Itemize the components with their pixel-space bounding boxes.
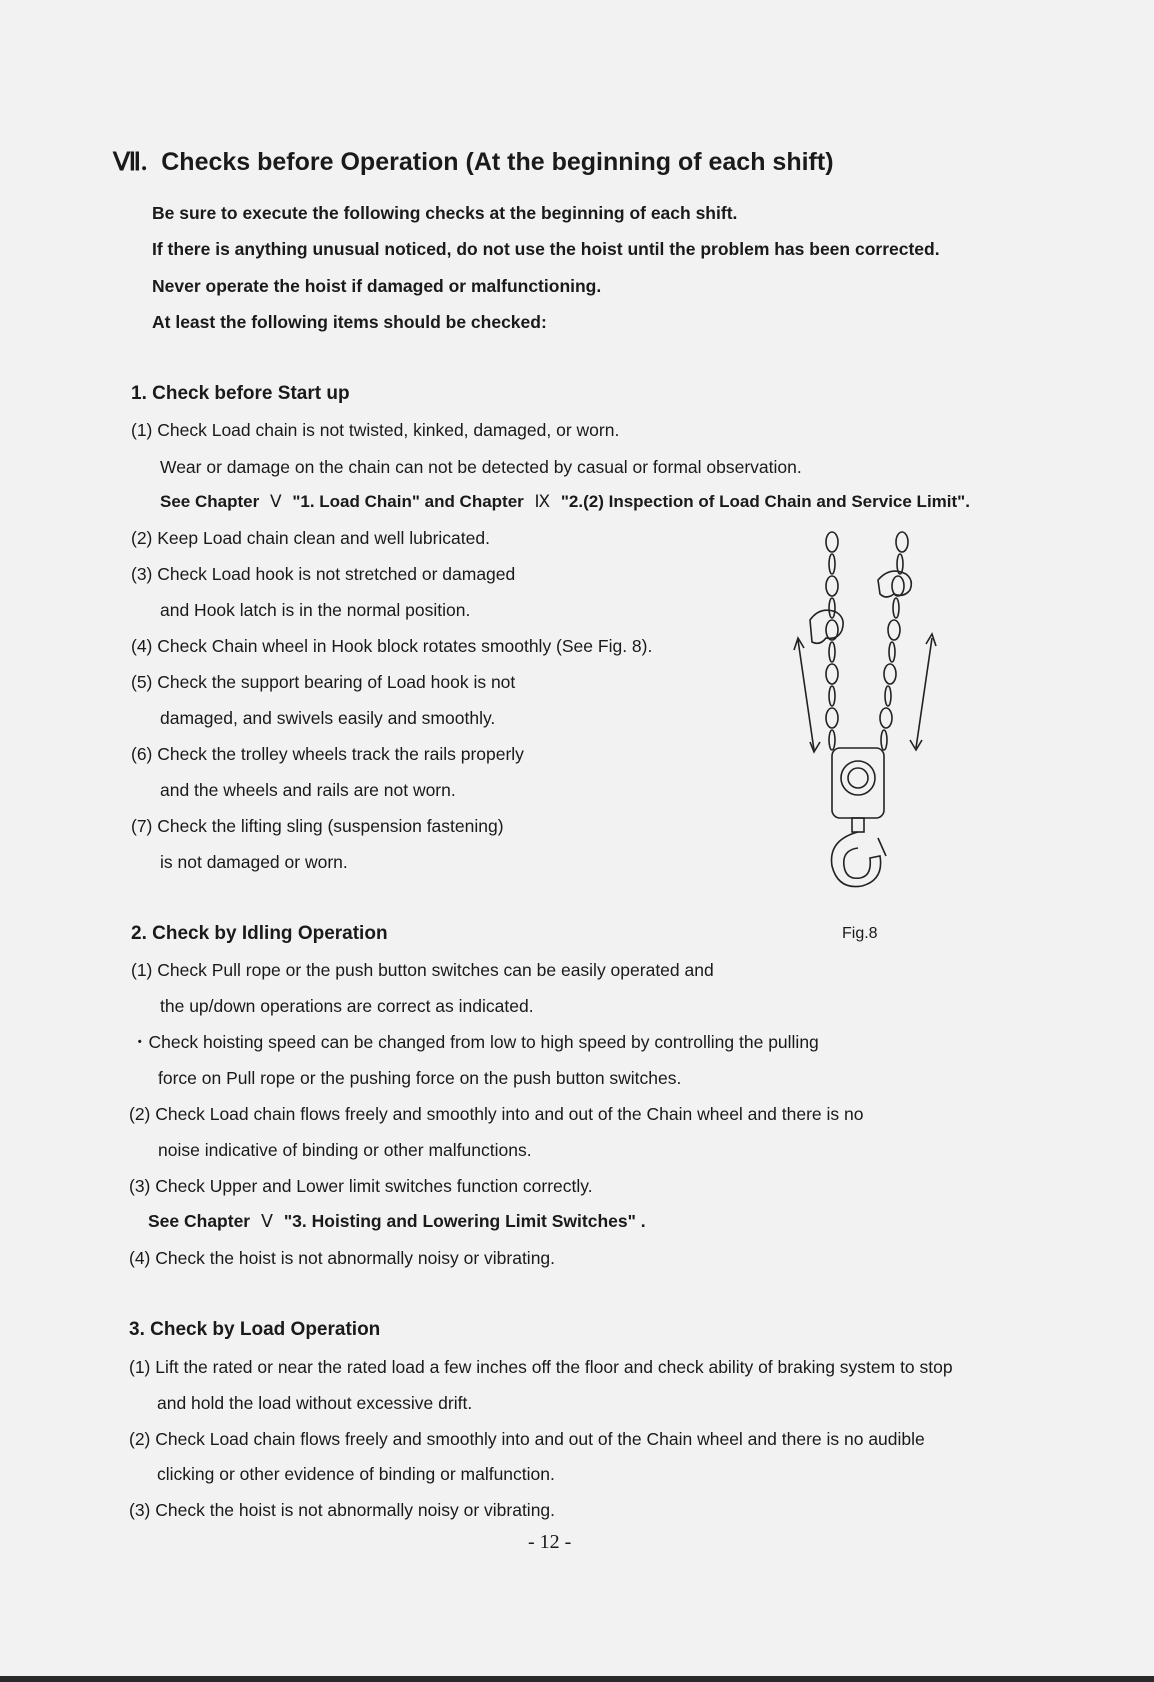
ref-inspection: "2.(2) Inspection of Load Chain and Service Limit". bbox=[560, 492, 970, 511]
check1-item6-line1: (6) Check the trolley wheels track the rails properly bbox=[131, 744, 524, 764]
check3-item1-line2: and hold the load without excessive drift. bbox=[157, 1393, 473, 1413]
ref-chapter-numeral-a: Ⅴ bbox=[269, 492, 282, 511]
intro-line-1: Be sure to execute the following checks at the beginning of each shift. bbox=[152, 203, 738, 223]
check1-item2: (2) Keep Load chain clean and well lubricated. bbox=[131, 528, 490, 548]
check3-item2-line1: (2) Check Load chain flows freely and smoothly into and out of the Chain wheel and there is no audible bbox=[129, 1429, 925, 1449]
check1-item7-line1: (7) Check the lifting sling (suspension fastening) bbox=[131, 816, 504, 836]
check2-bullet-line1: ・Check hoisting speed can be changed from low to high speed by controlling the pulling bbox=[131, 1032, 819, 1052]
figure-caption: Fig.8 bbox=[842, 925, 878, 942]
section-numeral: Ⅶ. bbox=[113, 149, 148, 176]
ref-limit-switches: "3. Hoisting and Lowering Limit Switches" . bbox=[283, 1211, 646, 1231]
check1-item3-line2: and Hook latch is in the normal position. bbox=[160, 600, 471, 620]
ref-see-chapter: See Chapter bbox=[160, 492, 260, 511]
check1-item5-line2: damaged, and swivels easily and smoothly. bbox=[160, 708, 496, 728]
check2-item2-line2: noise indicative of binding or other malfunctions. bbox=[158, 1140, 532, 1160]
check1-item1: (1) Check Load chain is not twisted, kinked, damaged, or worn. bbox=[131, 420, 620, 440]
intro-line-2: If there is anything unusual noticed, do not use the hoist until the problem has been corrected. bbox=[152, 239, 940, 259]
scan-bottom-edge bbox=[0, 1676, 1154, 1682]
check2-item4: (4) Check the hoist is not abnormally noisy or vibrating. bbox=[129, 1248, 556, 1268]
check1-heading: 1. Check before Start up bbox=[131, 383, 350, 404]
check1-item3-line1: (3) Check Load hook is not stretched or damaged bbox=[131, 564, 516, 584]
ref-see-chapter: See Chapter bbox=[148, 1211, 251, 1231]
intro-line-3: Never operate the hoist if damaged or malfunctioning. bbox=[152, 276, 602, 296]
hook-block-chain-illustration-icon bbox=[770, 520, 940, 910]
left-chain-icon bbox=[826, 532, 838, 750]
check3-item1-line1: (1) Lift the rated or near the rated load a few inches off the floor and check ability of braking system to stop bbox=[129, 1357, 953, 1377]
page-number: - 12 - bbox=[528, 1531, 572, 1553]
check3-heading: 3. Check by Load Operation bbox=[129, 1319, 381, 1340]
check1-item5-line1: (5) Check the support bearing of Load hook is not bbox=[131, 672, 516, 692]
check2-bullet-line2: force on Pull rope or the pushing force on the push button switches. bbox=[158, 1068, 682, 1088]
intro-line-4: At least the following items should be checked: bbox=[152, 312, 547, 332]
check2-heading: 2. Check by Idling Operation bbox=[131, 923, 388, 944]
ref-chapter-numeral: Ⅴ bbox=[261, 1211, 273, 1231]
check3-item3: (3) Check the hoist is not abnormally noisy or vibrating. bbox=[129, 1500, 556, 1520]
check1-item7-line2: is not damaged or worn. bbox=[160, 852, 348, 872]
check1-item1-reference bbox=[160, 491, 970, 513]
check1-item4: (4) Check Chain wheel in Hook block rotates smoothly (See Fig. 8). bbox=[131, 636, 653, 656]
right-chain-icon bbox=[880, 532, 908, 750]
check2-item3: (3) Check Upper and Lower limit switches function correctly. bbox=[129, 1176, 593, 1196]
check2-item3-reference bbox=[148, 1210, 646, 1232]
hook-block-body-icon bbox=[832, 748, 884, 818]
section-title-text: Checks before Operation (At the beginning of each shift) bbox=[161, 148, 834, 176]
ref-chapter-numeral-b: Ⅸ bbox=[534, 492, 551, 511]
ref-load-chain: "1. Load Chain" and Chapter bbox=[292, 492, 524, 511]
check1-item1-note: Wear or damage on the chain can not be detected by casual or formal observation. bbox=[160, 457, 802, 477]
check1-item6-line2: and the wheels and rails are not worn. bbox=[160, 780, 456, 800]
check2-item1-line2: the up/down operations are correct as indicated. bbox=[160, 996, 534, 1016]
check2-item2-line1: (2) Check Load chain flows freely and smoothly into and out of the Chain wheel and there is no bbox=[129, 1104, 864, 1124]
check3-item2-line2: clicking or other evidence of binding or malfunction. bbox=[157, 1464, 555, 1484]
check2-item1-line1: (1) Check Pull rope or the push button switches can be easily operated and bbox=[131, 960, 714, 980]
load-hook-icon bbox=[832, 832, 881, 887]
section-title bbox=[113, 147, 834, 177]
